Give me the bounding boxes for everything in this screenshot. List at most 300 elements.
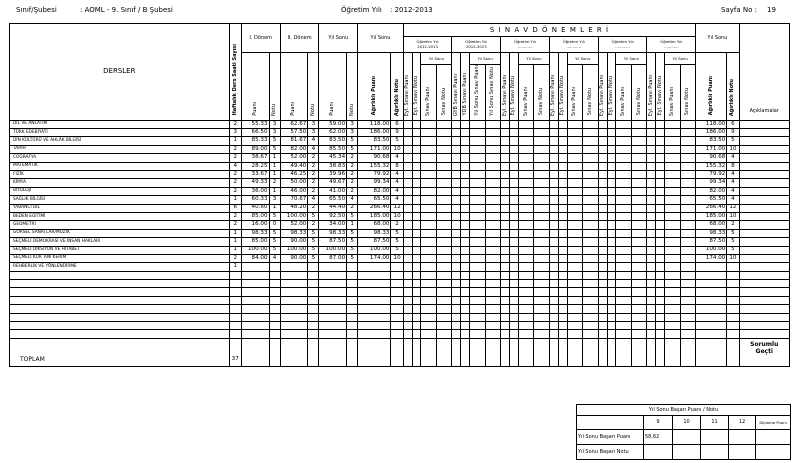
lesson-name: DİL VE ANLATIM — [10, 120, 230, 128]
empty-cell — [501, 322, 510, 330]
exam-cell — [567, 246, 583, 254]
score-cell: 84.00 — [241, 254, 269, 262]
exam-cell — [656, 238, 665, 246]
grade-cell: 12 — [391, 204, 403, 212]
exam-cell — [452, 129, 461, 137]
table-row — [10, 179, 790, 187]
total-cell — [269, 338, 280, 366]
exam-cell — [583, 154, 599, 162]
exam-cell — [647, 171, 656, 179]
exam-cell — [607, 179, 616, 187]
exam-cell — [583, 212, 599, 220]
exam-cell — [485, 229, 501, 237]
exam-cell — [665, 212, 681, 220]
exam-cell — [501, 196, 510, 204]
empty-cell — [558, 296, 567, 304]
final-score-cell: 118.00 — [696, 120, 727, 128]
final-score-cell: 99.34 — [696, 179, 727, 187]
exam-cell — [510, 162, 519, 170]
exam-cell — [461, 204, 470, 212]
exam-cell — [665, 129, 681, 137]
score-cell: 34.00 — [319, 221, 347, 229]
exam-cell — [647, 246, 656, 254]
lesson-name: FİZİK — [10, 171, 230, 179]
grade-cell: 6 — [391, 120, 403, 128]
empty-cell — [607, 305, 616, 313]
exam-cell — [452, 212, 461, 220]
empty-cell — [518, 271, 534, 279]
empty-cell — [391, 313, 403, 321]
puan-col-header — [280, 53, 308, 121]
exam-cell — [518, 129, 534, 137]
exam-cell — [549, 129, 558, 137]
exam-cell — [510, 171, 519, 179]
empty-cell — [412, 296, 421, 304]
exam-cell — [412, 196, 421, 204]
empty-cell — [510, 280, 519, 288]
empty-cell — [558, 280, 567, 288]
exam-cell — [607, 204, 616, 212]
empty-cell — [739, 288, 789, 296]
score-cell: 55.33 — [241, 120, 269, 128]
table-row — [10, 212, 790, 220]
empty-cell — [680, 330, 696, 338]
term2-header — [280, 24, 319, 53]
exam-cell — [501, 171, 510, 179]
empty-cell — [607, 330, 616, 338]
exam-year-label: Öğretim Yılı — [416, 38, 439, 44]
empty-cell — [518, 305, 534, 313]
empty-cell — [461, 280, 470, 288]
grade-cell: 4 — [391, 171, 403, 179]
exam-cell — [436, 129, 452, 137]
exam-cell — [665, 204, 681, 212]
lesson-name: REHBERLİK VE YÖNLENDİRME — [10, 263, 230, 271]
empty-cell — [680, 280, 696, 288]
exam-cell — [412, 120, 421, 128]
empty-cell — [269, 288, 280, 296]
empty-cell — [534, 330, 550, 338]
empty-cell — [452, 313, 461, 321]
exam-cell — [549, 179, 558, 187]
total-cell — [583, 338, 599, 366]
grade-cell: 5 — [347, 145, 358, 153]
score-cell: 90.68 — [358, 154, 391, 162]
exam-cell — [680, 145, 696, 153]
exam-cell — [518, 187, 534, 195]
grade-cell: 0 — [269, 221, 280, 229]
exam-cell — [598, 204, 607, 212]
empty-cell — [739, 305, 789, 313]
grade-cell: 4 — [347, 196, 358, 204]
exam-cell — [558, 229, 567, 237]
empty-cell — [308, 296, 319, 304]
exam-cell — [518, 254, 534, 262]
grade-cell: 5 — [308, 229, 319, 237]
exam-cell — [567, 263, 583, 271]
exam-year-group — [549, 37, 598, 53]
empty-cell — [696, 330, 727, 338]
exam-cell — [510, 246, 519, 254]
empty-cell — [358, 322, 391, 330]
empty-cell — [616, 330, 632, 338]
empty-cell — [558, 305, 567, 313]
score-cell: 100.00 — [280, 246, 308, 254]
final-score-cell: 185.00 — [696, 212, 727, 220]
empty-cell — [485, 296, 501, 304]
empty-cell — [696, 313, 727, 321]
exam-cell — [501, 120, 510, 128]
exam-cell — [665, 120, 681, 128]
puan-label: Puanı — [251, 101, 258, 116]
empty-cell — [549, 313, 558, 321]
empty-cell — [518, 330, 534, 338]
empty-cell — [665, 296, 681, 304]
exam-yearend-header — [421, 53, 452, 65]
exam-cell — [549, 196, 558, 204]
exam-sub-label: Eyl. Sınavı Puanı — [550, 74, 557, 116]
exam-cell — [616, 246, 632, 254]
remarks-label: Açıklamalar — [749, 107, 779, 114]
term1-header — [241, 24, 280, 53]
empty-cell — [739, 322, 789, 330]
final-score-cell: 68.00 — [696, 221, 727, 229]
final-grade-cell: 12 — [727, 204, 739, 212]
grade-cell: 2 — [347, 187, 358, 195]
grade-cell: 2 — [347, 171, 358, 179]
exam-cell — [534, 120, 550, 128]
empty-cell — [403, 280, 412, 288]
empty-cell — [421, 330, 437, 338]
exam-cell — [607, 263, 616, 271]
empty-cell — [501, 330, 510, 338]
total-cell — [598, 338, 607, 366]
final-score-cell: 186.00 — [696, 129, 727, 137]
exam-cell — [567, 179, 583, 187]
grade-cell: 5 — [391, 238, 403, 246]
exam-cell — [558, 187, 567, 195]
exam-cell — [558, 171, 567, 179]
empty-cell — [452, 280, 461, 288]
exam-cell — [470, 196, 486, 204]
empty-cell — [347, 313, 358, 321]
lesson-name: BEDEN EĞİTİMİ — [10, 212, 230, 220]
empty-cell — [229, 313, 241, 321]
year-value: : 2012-2013 — [390, 6, 433, 14]
empty-cell — [452, 330, 461, 338]
empty-cell — [421, 322, 437, 330]
exam-yearend-sub-label: Sınav Puanı — [668, 86, 675, 116]
empty-cell — [347, 271, 358, 279]
exam-cell — [680, 162, 696, 170]
exam-cell — [583, 145, 599, 153]
yearend2-header — [358, 24, 403, 53]
empty-cell — [269, 280, 280, 288]
remarks-cell — [739, 162, 789, 170]
exam-cell — [607, 238, 616, 246]
exam-cell — [501, 204, 510, 212]
exam-cell — [403, 154, 412, 162]
score-cell: 155.32 — [358, 162, 391, 170]
puan-label: Puanı — [290, 101, 297, 116]
final-grade-cell — [727, 263, 739, 271]
exam-cell — [461, 196, 470, 204]
exam-cell — [510, 254, 519, 262]
empty-cell — [518, 313, 534, 321]
empty-cell — [319, 313, 347, 321]
exam-cell — [598, 145, 607, 153]
empty-cell — [567, 305, 583, 313]
table-row — [10, 330, 790, 338]
exam-cell — [647, 162, 656, 170]
grade-cell: 3 — [269, 196, 280, 204]
empty-cell — [485, 288, 501, 296]
exam-cell — [485, 254, 501, 262]
lesson-hours: 2 — [229, 171, 241, 179]
exam-cell — [403, 229, 412, 237]
empty-cell — [598, 305, 607, 313]
exam-cell — [680, 229, 696, 237]
exam-yearend-sub-label: Yıl Sonu Sınav Puanı — [473, 65, 480, 116]
exam-cell — [549, 204, 558, 212]
exam-yearend-sub-label: Sınav Notu — [440, 88, 447, 116]
exam-cell — [631, 246, 647, 254]
exam-cell — [616, 129, 632, 137]
exam-cell — [461, 212, 470, 220]
exam-sub-label: Eyl. Sınavı Puanı — [501, 74, 508, 116]
lesson-name: COĞRAFYA — [10, 154, 230, 162]
grade-cell: 5 — [308, 254, 319, 262]
exam-cell — [665, 229, 681, 237]
exam-cell — [583, 229, 599, 237]
exam-sub-header — [656, 53, 665, 121]
exam-cell — [598, 254, 607, 262]
score-cell: 79.92 — [358, 171, 391, 179]
score-cell: 90.00 — [280, 254, 308, 262]
lesson-name: DİN KÜLTÜRÜ VE AHLÂK BİLGİSİ — [10, 137, 230, 145]
exam-year-label: Öğretim Yılı — [660, 38, 683, 44]
empty-cell — [583, 305, 599, 313]
lesson-name: TÜRK EDEBİYATI — [10, 129, 230, 137]
yearend-label: Yıl Sonu — [328, 34, 349, 41]
empty-cell — [534, 288, 550, 296]
exam-cell — [558, 263, 567, 271]
score-cell: 40.60 — [241, 204, 269, 212]
exam-cell — [501, 187, 510, 195]
remarks-cell — [739, 137, 789, 145]
grade-cell: 9 — [391, 129, 403, 137]
empty-cell — [269, 296, 280, 304]
exam-cell — [452, 120, 461, 128]
exam-cell — [436, 137, 452, 145]
total-cell — [534, 338, 550, 366]
exam-cell — [421, 196, 437, 204]
empty-cell — [308, 271, 319, 279]
empty-cell — [347, 305, 358, 313]
exam-cell — [485, 238, 501, 246]
diploma-header: Diploma Puanı — [756, 416, 791, 430]
total-cell — [308, 338, 319, 366]
exam-cell — [647, 187, 656, 195]
exam-sub-header — [549, 53, 558, 121]
exam-cell — [470, 179, 486, 187]
exam-cell — [567, 254, 583, 262]
exam-cell — [421, 162, 437, 170]
exam-cell — [436, 187, 452, 195]
total-cell — [696, 338, 727, 366]
exam-cell — [501, 254, 510, 262]
exam-cell — [680, 179, 696, 187]
total-cell — [607, 338, 616, 366]
grade-cell: 3 — [347, 129, 358, 137]
exam-sub-label: Eyl. Sınavı Notu — [607, 76, 614, 116]
empty-cell — [10, 288, 230, 296]
empty-cell — [470, 305, 486, 313]
grade-cell: 10 — [391, 212, 403, 220]
exam-cell — [501, 129, 510, 137]
grade-cell: 1 — [269, 154, 280, 162]
exam-cell — [598, 120, 607, 128]
empty-cell — [241, 271, 269, 279]
exam-yearend-sub-label: Sınav Notu — [635, 88, 642, 116]
empty-cell — [452, 288, 461, 296]
weighted-grade-label: Ağırlıklı Notu — [729, 78, 736, 116]
exam-sub-label: Eyl. Sınavı Puanı — [647, 74, 654, 116]
final-grade-cell: 4 — [727, 154, 739, 162]
empty-cell — [319, 330, 347, 338]
remarks-cell — [739, 179, 789, 187]
empty-cell — [280, 296, 308, 304]
exam-cell — [534, 246, 550, 254]
notu-col-header — [347, 53, 358, 121]
empty-cell — [280, 322, 308, 330]
score-cell: 62.67 — [280, 120, 308, 128]
exam-cell — [665, 154, 681, 162]
exam-cell — [656, 145, 665, 153]
exam-cell — [558, 137, 567, 145]
exam-cell — [616, 221, 632, 229]
exam-cell — [665, 221, 681, 229]
exam-cell — [461, 221, 470, 229]
empty-cell — [567, 271, 583, 279]
exam-sub-header — [647, 53, 656, 121]
empty-cell — [739, 280, 789, 288]
score-cell: 89.00 — [241, 145, 269, 153]
total-cell — [280, 338, 308, 366]
dersler-header — [10, 24, 230, 121]
exam-cell — [656, 229, 665, 237]
grade-cell: 5 — [308, 246, 319, 254]
score-cell: 99.34 — [358, 179, 391, 187]
exam-sub-label: Eyl. Sınavı Notu — [559, 76, 566, 116]
lesson-hours: 1 — [229, 238, 241, 246]
score-cell: 118.00 — [358, 120, 391, 128]
score-cell: 52.00 — [280, 221, 308, 229]
grade-cell: 2 — [347, 154, 358, 162]
exam-cell — [647, 154, 656, 162]
grade-11-header: 11 — [701, 416, 729, 430]
exam-cell — [501, 263, 510, 271]
lesson-name: KİMYA — [10, 179, 230, 187]
exam-cell — [452, 196, 461, 204]
empty-cell — [485, 271, 501, 279]
exam-cell — [656, 137, 665, 145]
empty-cell — [10, 296, 230, 304]
empty-cell — [665, 322, 681, 330]
empty-cell — [510, 296, 519, 304]
empty-cell — [647, 305, 656, 313]
exam-cell — [534, 162, 550, 170]
exam-year-label: Öğretim Yılı — [562, 38, 585, 44]
exam-cell — [607, 137, 616, 145]
exam-cell — [598, 154, 607, 162]
exam-cell — [631, 221, 647, 229]
grade-cell: 2 — [308, 204, 319, 212]
exam-yearend-sub — [583, 65, 599, 121]
exam-cell — [558, 238, 567, 246]
empty-cell — [616, 271, 632, 279]
exam-cell — [583, 238, 599, 246]
empty-cell — [680, 288, 696, 296]
final-score-cell: 82.00 — [696, 187, 727, 195]
total-cell — [558, 338, 567, 366]
exam-cell — [616, 196, 632, 204]
exam-cell — [461, 137, 470, 145]
exam-cell — [656, 196, 665, 204]
exam-yearend-header — [567, 53, 598, 65]
exam-cell — [436, 212, 452, 220]
exam-cell — [598, 246, 607, 254]
empty-cell — [501, 271, 510, 279]
empty-cell — [739, 271, 789, 279]
exam-cell — [598, 238, 607, 246]
score-cell: 65.50 — [319, 196, 347, 204]
empty-cell — [470, 330, 486, 338]
table-row — [10, 288, 790, 296]
empty-cell — [452, 296, 461, 304]
score-cell: 49.67 — [319, 179, 347, 187]
grade-cell: 5 — [347, 229, 358, 237]
final-grade-cell: 10 — [727, 254, 739, 262]
exam-cell — [558, 120, 567, 128]
grade-cell — [347, 263, 358, 271]
exam-cell — [412, 154, 421, 162]
final-score-cell: 83.50 — [696, 137, 727, 145]
empty-cell — [319, 280, 347, 288]
empty-cell — [421, 313, 437, 321]
final-score-cell: 98.33 — [696, 229, 727, 237]
remarks-cell — [739, 187, 789, 195]
grade-cell: 5 — [269, 229, 280, 237]
exam-sub-header — [452, 53, 461, 121]
empty-cell — [501, 305, 510, 313]
exam-cell — [510, 179, 519, 187]
empty-cell — [280, 305, 308, 313]
lesson-hours: 2 — [229, 145, 241, 153]
empty-cell — [518, 280, 534, 288]
empty-cell — [358, 305, 391, 313]
notu-label: Notu — [271, 103, 278, 116]
score-cell: 57.50 — [280, 129, 308, 137]
exam-year-label: Öğretim Yılı — [465, 38, 488, 44]
exam-cell — [549, 221, 558, 229]
exam-cell — [583, 187, 599, 195]
empty-cell — [510, 271, 519, 279]
empty-cell — [696, 296, 727, 304]
score-cell: 45.34 — [319, 154, 347, 162]
empty-cell — [391, 330, 403, 338]
grade-9-header: 9 — [644, 416, 673, 430]
